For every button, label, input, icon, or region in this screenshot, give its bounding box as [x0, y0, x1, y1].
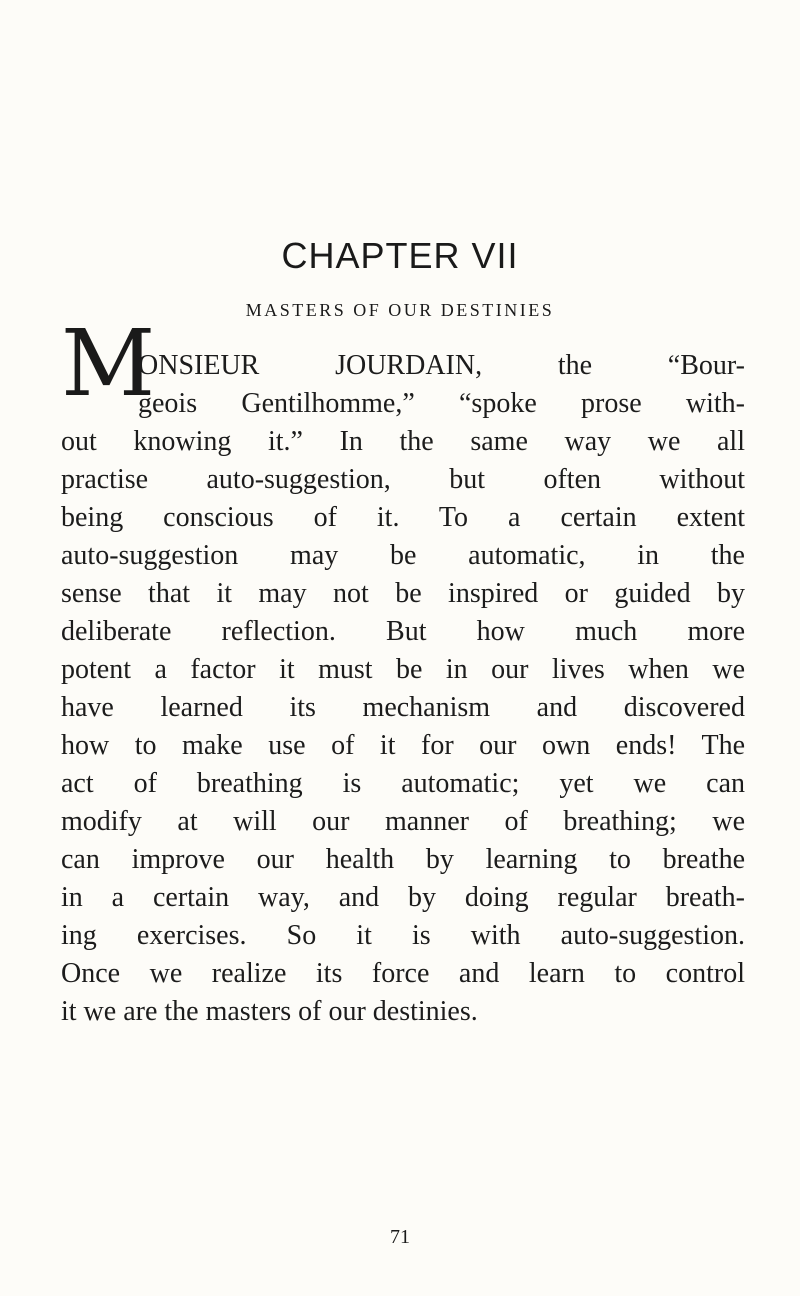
text-line-13: modify at will our manner of breathing; we	[61, 806, 745, 837]
text-line-6: auto-suggestion may be automatic, in the	[61, 540, 745, 571]
chapter-heading: CHAPTER VII	[281, 235, 519, 276]
text-line-4: practise auto-suggestion, but often without	[61, 464, 745, 495]
text-line-5: being conscious of it. To a certain extent	[61, 502, 745, 533]
chapter-title: MASTERS OF OUR DESTINIES	[245, 300, 555, 320]
page-number: 71	[390, 1226, 410, 1248]
text-line-17: Once we realize its force and learn to control	[61, 958, 745, 989]
text-line-9: potent a factor it must be in our lives when we	[61, 654, 745, 685]
text-line-16: ing exercises. So it is with auto-suggestion.	[61, 920, 745, 951]
text-line-14: can improve our health by learning to breathe	[61, 844, 745, 875]
drop-cap: M	[61, 310, 156, 417]
text-line-1: ONSIEUR JOURDAIN, the “Bour-	[138, 350, 745, 381]
text-line-12: act of breathing is automatic; yet we can	[61, 768, 745, 799]
text-line-8: deliberate reflection. But how much more	[61, 616, 745, 647]
text-line-7: sense that it may not be inspired or guided by	[61, 578, 745, 609]
text-line-3: out knowing it.” In the same way we all	[61, 426, 745, 457]
text-line-18: it we are the masters of our destinies.	[61, 996, 478, 1027]
text-line-10: have learned its mechanism and discovered	[61, 692, 745, 723]
text-line-15: in a certain way, and by doing regular breath-	[61, 882, 745, 913]
text-line-2: geois Gentilhomme,” “spoke prose with-	[138, 388, 745, 419]
text-line-11: how to make use of it for our own ends! The	[61, 730, 745, 761]
